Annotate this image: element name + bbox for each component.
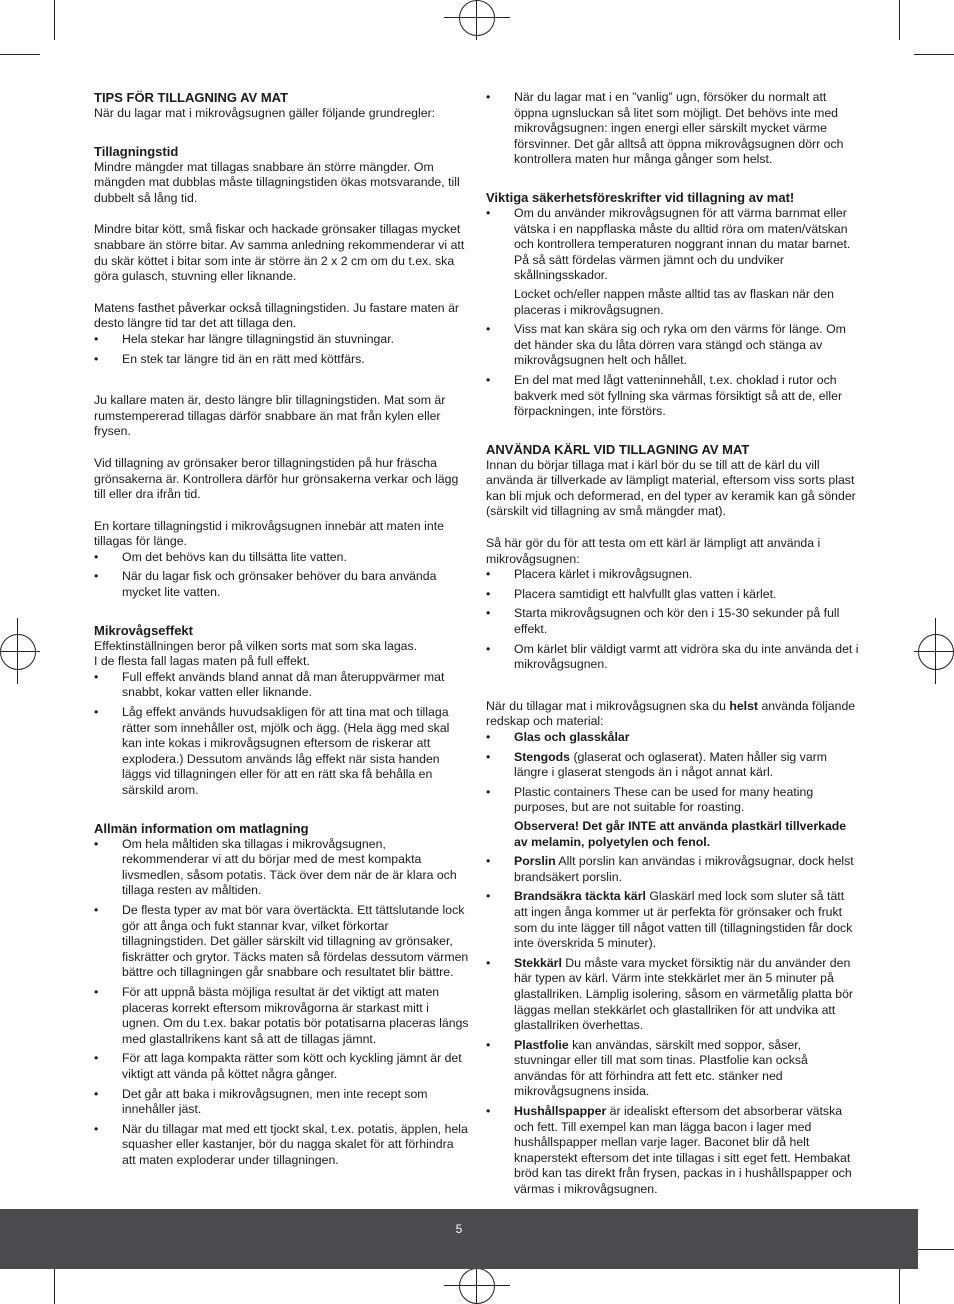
list-item: • Om kärlet blir väldigt varmt att vidröra ska du inte använda det i mikrovågsugnen. bbox=[486, 642, 860, 673]
bullet-list bbox=[486, 90, 860, 168]
bullet-list bbox=[94, 670, 469, 799]
material-text: Plastic containers These can be used for many heating purposes, but are not suitable for roasting. bbox=[514, 784, 814, 815]
heading-microwave-power: Mikrovågseffekt bbox=[94, 622, 193, 638]
material-text: Glaskärl med lock som sluter så tätt att ingen ånga kommer ut är perfekta för grönsaker och frukt som du inte lägger till något vatten till (tillagningstiden får dock inte överskrida 5 minuter). bbox=[514, 889, 853, 951]
crop-mark bbox=[914, 1249, 954, 1250]
paragraph: Innan du börjar tillaga mat i kärl bör du se till att de kärl du vill använda är tillverkade av lämpligt material, eftersom viss sorts plast kan bli mjuk och deformerad, en del typer av keramik kan gå sönder (särskilt vid tillagning av små mängder mat). bbox=[486, 457, 856, 519]
list-item bbox=[486, 1104, 860, 1198]
list-item: • Viss mat kan skära sig och ryka om den värms för länge. Om det händer ska du låta dörren vara stängd och stänga av mikrovågsugnen helt och hållet. bbox=[486, 322, 860, 369]
warning-note bbox=[486, 819, 860, 850]
paragraph: Mindre mängder mat tillagas snabbare än större mängder. Om mängden mat dubblas måste tillagningstiden ökas motsvarande, till dubbelt så lång tid. bbox=[94, 159, 460, 205]
page-number: 5 bbox=[455, 1222, 463, 1236]
material-name: Porslin bbox=[514, 854, 556, 869]
warning-text: Observera! Det går INTE att använda plastkärl tillverkade av melamin, polyetylen och fenol. bbox=[514, 818, 847, 849]
materials-list bbox=[486, 730, 860, 816]
material-name: Hushållspapper bbox=[514, 1104, 607, 1119]
material-name: Glas och glasskålar bbox=[514, 730, 630, 744]
list-item: • En stek tar längre tid än en rätt med köttfärs. bbox=[94, 352, 469, 368]
list-item bbox=[486, 1038, 860, 1100]
material-name: Stekkärl bbox=[514, 955, 562, 970]
heading-safety: Viktiga säkerhetsföreskrifter vid tillagning av mat! bbox=[486, 189, 795, 205]
list-item: • De flesta typer av mat bör vara övertäckta. Ett tättslutande lock gör att ånga och fukt stannar kvar, vilket förkortar tillagningstiden. Det gäller särskilt vid tillagning av grönsaker, fiskrätter och grytor. Täcks maten så fördelas dessutom värmen bättre och tillagningen går snabbare och resultatet blir bättre. bbox=[94, 903, 469, 981]
list-item bbox=[486, 730, 860, 746]
material-text: Allt porslin kan användas i mikrovågsugnar, dock helst brandsäkert porslin. bbox=[514, 854, 854, 884]
list-item: • Placera kärlet i mikrovågsugnen. bbox=[486, 567, 860, 583]
bullet-list bbox=[486, 322, 860, 420]
text-run-bold: helst bbox=[729, 698, 759, 713]
list-item: • Om det behövs kan du tillsätta lite vatten. bbox=[94, 550, 469, 566]
bullet-list bbox=[486, 567, 860, 673]
crop-mark bbox=[914, 54, 954, 55]
list-item bbox=[486, 785, 860, 816]
list-item: • Det går att baka i mikrovågsugnen, men inte recept som innehåller jäst. bbox=[94, 1087, 469, 1118]
list-item: • Starta mikrovågsugnen och kör den i 15-30 sekunder på full effekt. bbox=[486, 606, 860, 637]
paragraph: Effektinställningen beror på vilken sorts mat som ska lagas. bbox=[94, 638, 418, 653]
list-item bbox=[486, 956, 860, 1034]
paragraph: Matens fasthet påverkar också tillagningstiden. Ju fastare maten är desto längre tid tar det att tillaga den. bbox=[94, 300, 459, 331]
list-item: • Om du använder mikrovågsugnen för att värma barnmat eller vätska i en nappflaska måste du alltid röra om maten/vätskan och kontrollera temperaturen noggrant innan du matar barnet. På så sätt fördelas värmen jämnt och du undviker skållningsskador. bbox=[486, 206, 860, 284]
list-item: • Om hela måltiden ska tillagas i mikrovågsugnen, rekommenderar vi att du börjar med de mest kompakta livsmedlen, såsom potatis. Täck över dem när de är klara och tillaga resten av måltiden. bbox=[94, 837, 469, 899]
paragraph: Vid tillagning av grönsaker beror tillagningstiden på hur fräscha grönsakerna är. Kontrollera därför hur grönsakerna verkar och lägg till eller dra ifrån tid. bbox=[94, 455, 459, 502]
text-run: använda följande redskap och material: bbox=[486, 698, 856, 729]
right-column bbox=[486, 90, 860, 1202]
intro-text: När du lagar mat i mikrovågsugnen gäller följande grundregler: bbox=[94, 106, 436, 120]
paragraph: Mindre bitar kött, små fiskar och hackade grönsaker tillagas mycket snabbare än större bitar. Av samma anledning rekommenderar vi att du skär köttet i bitar som inte är större än 2 x 2 cm om du t.ex. ska göra gulasch, stuvning eller liknande. bbox=[94, 222, 465, 284]
material-name: Stengods bbox=[514, 749, 571, 764]
crop-mark bbox=[0, 54, 40, 55]
footer-bar bbox=[0, 1209, 918, 1269]
list-item: • När du lagar fisk och grönsaker behöver du bara använda mycket lite vatten. bbox=[94, 569, 469, 600]
bullet-list bbox=[94, 332, 469, 367]
heading-tips: TIPS FÖR TILLAGNING AV MAT bbox=[94, 90, 289, 105]
paragraph: En kortare tillagningstid i mikrovågsugnen innebär att maten inte tillagas för länge. bbox=[94, 518, 444, 549]
list-item: • Full effekt används bland annat då man återuppvärmer mat snabbt, kokar vatten eller liknande. bbox=[94, 670, 469, 701]
bullet-list bbox=[486, 206, 860, 284]
material-text: (glaserat och oglaserat). Maten håller sig varm längre i glaserat stengods än i något annat kärl. bbox=[514, 749, 828, 780]
paragraph: I de flesta fall lagas maten på full effekt. bbox=[94, 654, 310, 669]
material-text: Du måste vara mycket försiktig när du använder den här typen av kärl. Värm inte stekkärlet mer än 5 minuter på glastallriken. Lämplig isolering, såsom en värmetålig platta bör läggas mellan stekkärlet och glastallriken för att undvika att glastallriken överhettas. bbox=[514, 955, 854, 1033]
paragraph: Så här gör du för att testa om ett kärl är lämpligt att använda i mikrovågsugnen: bbox=[486, 536, 821, 566]
list-item bbox=[486, 750, 860, 781]
list-item: • Låg effekt används huvudsakligen för att tina mat och tillaga rätter som innehåller ost, mjölk och ägg. (Hela ägg med skal kan inte kokas i mikrovågsugnen eftersom de riskerar att explodera.) Dessutom används låg effekt när sista handen läggs vid tillagningen eller för att en rätt ska få behålla en särskild arom. bbox=[94, 705, 469, 799]
heading-general-info: Allmän information om matlagning bbox=[94, 820, 309, 836]
text-run: När du tillagar mat i mikrovågsugnen ska du bbox=[486, 698, 730, 713]
bullet-list bbox=[94, 837, 469, 1169]
crop-mark bbox=[54, 1264, 55, 1304]
list-item: • För att laga kompakta rätter som kött och kyckling jämnt är det viktigt att vända på köttet några gånger. bbox=[94, 1051, 469, 1082]
heading-vessels: ANVÄNDA KÄRL VID TILLAGNING AV MAT bbox=[486, 441, 750, 457]
left-column bbox=[94, 90, 469, 1172]
list-item bbox=[486, 889, 860, 951]
material-name: Brandsäkra täckta kärl bbox=[514, 889, 646, 904]
material-name: Plastfolie bbox=[514, 1037, 569, 1052]
list-item: • När du lagar mat i en ”vanlig” ugn, försöker du normalt att öppna ugnsluckan så litet som möjligt. Det behövs inte med mikrovågsugnen: ingen energi eller särskilt mycket värme försvinner. Det går alltså att öppna mikrovågsugnen dörr och kontrollera maten hur många gånger som helst. bbox=[486, 90, 860, 168]
crop-mark bbox=[899, 0, 900, 40]
crop-mark bbox=[54, 0, 55, 40]
materials-list bbox=[486, 854, 860, 1197]
list-item: • För att uppnå bästa möjliga resultat är det viktigt att maten placeras korrekt eftersom mikrovågorna är starkast mitt i ugnen. Om du t.ex. bakar potatis bör potatisarna placeras längs med glastallrikens kant så att de tillagas jämnt. bbox=[94, 985, 469, 1047]
list-item-note: Locket och/eller nappen måste alltid tas av flaskan när den placeras i mikrovågsugnen. bbox=[514, 286, 834, 317]
list-item: • Hela stekar har längre tillagningstid än stuvningar. bbox=[94, 332, 469, 348]
paragraph bbox=[486, 699, 860, 730]
list-item bbox=[486, 854, 860, 885]
crop-mark bbox=[899, 1264, 900, 1304]
heading-cooking-time: Tillagningstid bbox=[94, 143, 179, 159]
bullet-list bbox=[94, 550, 469, 601]
material-text: kan användas, särskilt med soppor, såser, stuvningar eller till mat som tinas. Plastfolie kan också användas för att förhindra att fett etc. stänker ned mikrovågsugnens insida. bbox=[514, 1037, 808, 1099]
material-text: är idealiskt eftersom det absorberar vätska och fett. Till exempel kan man lägga bacon i lager med hushållspapper mellan varje lager. Baconet blir då helt knaperstekt eftersom det inte tillagas i sitt eget fett. Hembakat bröd kan tas direkt från frysen, packas in i hushållspapper och värmas i mikrovågsugnen. bbox=[514, 1104, 852, 1197]
list-item: • Placera samtidigt ett halvfullt glas vatten i kärlet. bbox=[486, 587, 860, 603]
list-item: • När du tillagar mat med ett tjockt skal, t.ex. potatis, äpplen, hela squasher eller kastanjer, bör du nagga skalet för att förhindra att maten exploderar under tillagningen. bbox=[94, 1122, 469, 1169]
paragraph: Ju kallare maten är, desto längre blir tillagningstiden. Mat som är rumstempererad tillagas därför snabbare än mat från kylen eller frysen. bbox=[94, 393, 446, 439]
list-item: • En del mat med lågt vatteninnehåll, t.ex. choklad i rutor och bakverk med söt fyllning ska värmas försiktigt så att de, eller förpackningen, inte förstörs. bbox=[486, 373, 860, 420]
